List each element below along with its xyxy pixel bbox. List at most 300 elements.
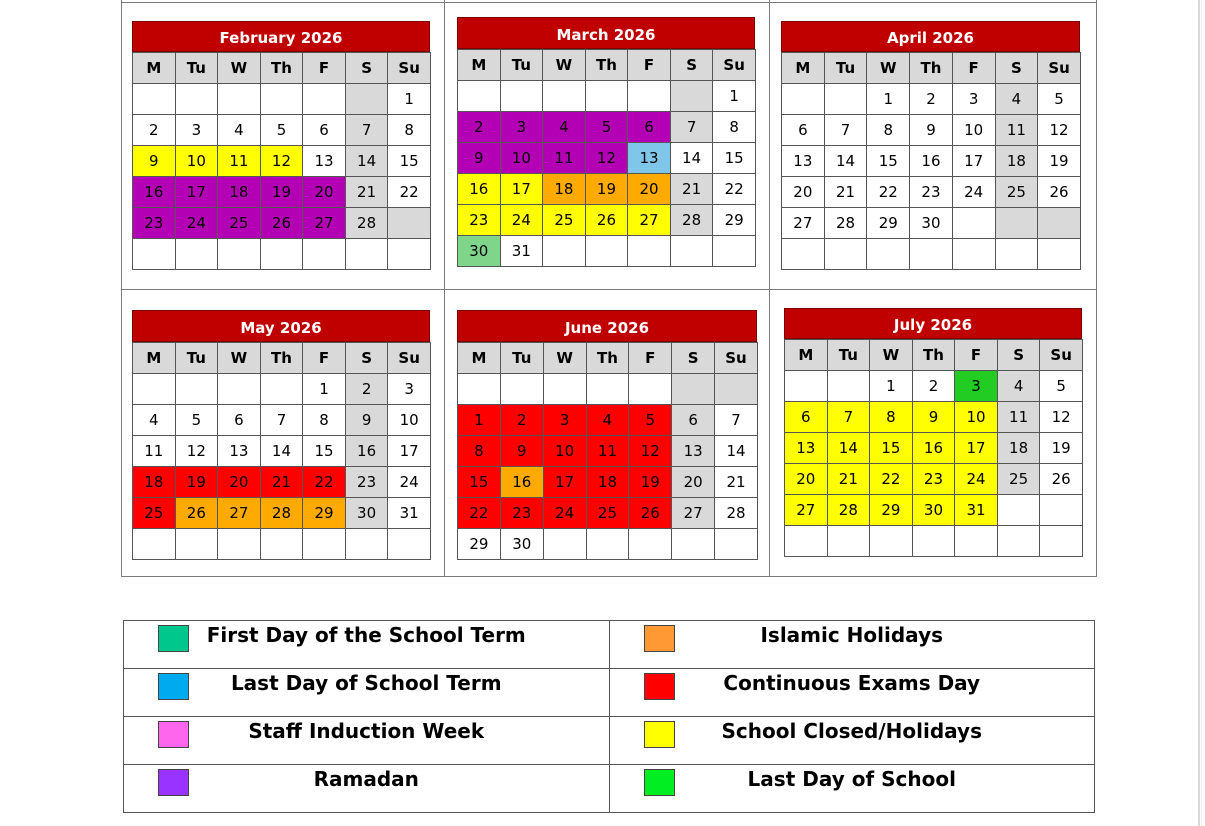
- day-cell: [628, 81, 671, 112]
- day-cell: [1040, 526, 1083, 557]
- day-cell: [995, 239, 1038, 270]
- day-cell: [715, 374, 758, 405]
- day-cell: [388, 208, 431, 239]
- day-cell: [543, 236, 586, 267]
- day-cell: 2: [345, 374, 388, 405]
- day-cell: 21: [670, 174, 713, 205]
- day-cell: 13: [218, 436, 261, 467]
- day-cell: 27: [218, 498, 261, 529]
- day-cell: 2: [133, 115, 176, 146]
- day-cell: [628, 236, 671, 267]
- week-row: [133, 374, 431, 405]
- day-cell: [629, 529, 672, 560]
- legend-swatch: [158, 769, 189, 796]
- page-edge: [1198, 0, 1200, 826]
- day-cell: 14: [827, 433, 870, 464]
- month-grid: [132, 342, 431, 560]
- day-cell: 21: [260, 467, 303, 498]
- day-cell: 31: [955, 495, 998, 526]
- day-cell: 1: [458, 405, 501, 436]
- day-cell: 12: [629, 436, 672, 467]
- weekday-header-row: [458, 50, 756, 81]
- day-cell: 13: [303, 146, 346, 177]
- day-cell: 4: [543, 112, 586, 143]
- day-cell: 23: [912, 464, 955, 495]
- day-cell: 21: [827, 464, 870, 495]
- day-cell: [543, 374, 586, 405]
- day-cell: 29: [303, 498, 346, 529]
- day-cell: 26: [629, 498, 672, 529]
- week-row: [785, 526, 1083, 557]
- day-cell: 12: [1040, 402, 1083, 433]
- day-cell: 16: [345, 436, 388, 467]
- week-row: [133, 436, 431, 467]
- day-cell: 31: [388, 498, 431, 529]
- weekday-header: Th: [260, 53, 303, 84]
- day-cell: 30: [458, 236, 501, 267]
- weekday-header: Su: [388, 343, 431, 374]
- day-cell: [997, 495, 1040, 526]
- legend-swatch: [158, 673, 189, 700]
- month-grid: [457, 342, 758, 560]
- weekday-header: Su: [1040, 340, 1083, 371]
- week-row: [133, 146, 431, 177]
- day-cell: 19: [175, 467, 218, 498]
- day-cell: 4: [218, 115, 261, 146]
- week-row: [133, 177, 431, 208]
- grid-divider: [121, 2, 1096, 3]
- day-cell: [388, 529, 431, 560]
- day-cell: 15: [713, 143, 756, 174]
- day-cell: 25: [543, 205, 586, 236]
- weekday-header: M: [133, 53, 176, 84]
- day-cell: [175, 239, 218, 270]
- day-cell: 27: [785, 495, 828, 526]
- day-cell: [303, 529, 346, 560]
- day-cell: 23: [500, 498, 543, 529]
- legend-item: [124, 717, 610, 765]
- weekday-header: W: [543, 50, 586, 81]
- day-cell: 22: [870, 464, 913, 495]
- week-row: [133, 529, 431, 560]
- week-row: [782, 208, 1081, 239]
- day-cell: [670, 81, 713, 112]
- day-cell: 11: [218, 146, 261, 177]
- month-grid: [784, 339, 1083, 557]
- day-cell: 24: [388, 467, 431, 498]
- day-cell: [388, 239, 431, 270]
- day-cell: 2: [910, 84, 953, 115]
- day-cell: 17: [175, 177, 218, 208]
- day-cell: 22: [458, 498, 501, 529]
- day-cell: 7: [827, 402, 870, 433]
- day-cell: [345, 239, 388, 270]
- day-cell: 8: [867, 115, 910, 146]
- day-cell: 5: [629, 405, 672, 436]
- month-title: April 2026: [781, 21, 1080, 52]
- legend-label: First Day of the School Term: [206, 623, 526, 647]
- day-cell: 15: [458, 467, 501, 498]
- day-cell: [715, 529, 758, 560]
- day-cell: 24: [955, 464, 998, 495]
- day-cell: [458, 81, 501, 112]
- day-cell: 19: [585, 174, 628, 205]
- day-cell: [218, 374, 261, 405]
- day-cell: [175, 84, 218, 115]
- weekday-header: F: [952, 53, 995, 84]
- day-cell: 14: [715, 436, 758, 467]
- day-cell: 24: [175, 208, 218, 239]
- day-cell: 27: [628, 205, 671, 236]
- day-cell: [1038, 239, 1081, 270]
- month-grid: [457, 49, 756, 267]
- weekday-header: Tu: [175, 343, 218, 374]
- week-row: [458, 436, 758, 467]
- week-row: [133, 405, 431, 436]
- day-cell: 3: [175, 115, 218, 146]
- day-cell: [827, 371, 870, 402]
- week-row: [133, 239, 431, 270]
- day-cell: 7: [715, 405, 758, 436]
- day-cell: [672, 374, 715, 405]
- day-cell: [218, 84, 261, 115]
- day-cell: 18: [586, 467, 629, 498]
- day-cell: 3: [952, 84, 995, 115]
- day-cell: 20: [628, 174, 671, 205]
- weekday-header: Su: [713, 50, 756, 81]
- day-cell: [672, 529, 715, 560]
- week-row: [133, 498, 431, 529]
- day-cell: 13: [785, 433, 828, 464]
- day-cell: [585, 236, 628, 267]
- day-cell: [260, 529, 303, 560]
- day-cell: 21: [345, 177, 388, 208]
- legend-row: [124, 717, 1095, 765]
- day-cell: 11: [997, 402, 1040, 433]
- day-cell: 1: [867, 84, 910, 115]
- legend-label: Continuous Exams Day: [723, 671, 981, 695]
- day-cell: 3: [543, 405, 586, 436]
- day-cell: 17: [952, 146, 995, 177]
- day-cell: 2: [912, 371, 955, 402]
- day-cell: 14: [670, 143, 713, 174]
- day-cell: 5: [260, 115, 303, 146]
- week-row: [458, 81, 756, 112]
- day-cell: 13: [782, 146, 825, 177]
- day-cell: 5: [1040, 371, 1083, 402]
- day-cell: [785, 526, 828, 557]
- day-cell: 22: [303, 467, 346, 498]
- day-cell: 2: [500, 405, 543, 436]
- day-cell: [1038, 208, 1081, 239]
- day-cell: [785, 371, 828, 402]
- weekday-header: W: [870, 340, 913, 371]
- legend-label: Islamic Holidays: [760, 623, 944, 647]
- legend-swatch: [158, 721, 189, 748]
- day-cell: 9: [458, 143, 501, 174]
- day-cell: 17: [955, 433, 998, 464]
- week-row: [458, 405, 758, 436]
- day-cell: 28: [824, 208, 867, 239]
- week-row: [782, 239, 1081, 270]
- weekday-header-row: [458, 343, 758, 374]
- day-cell: [175, 374, 218, 405]
- day-cell: [458, 374, 501, 405]
- legend-label: Ramadan: [313, 767, 419, 791]
- weekday-header: S: [995, 53, 1038, 84]
- day-cell: 13: [672, 436, 715, 467]
- week-row: [133, 467, 431, 498]
- day-cell: 7: [260, 405, 303, 436]
- day-cell: [260, 239, 303, 270]
- day-cell: 10: [952, 115, 995, 146]
- legend-item: [609, 621, 1095, 669]
- legend-row: [124, 669, 1095, 717]
- weekday-header: Th: [910, 53, 953, 84]
- day-cell: 12: [175, 436, 218, 467]
- day-cell: 12: [585, 143, 628, 174]
- day-cell: [827, 526, 870, 557]
- day-cell: 2: [458, 112, 501, 143]
- day-cell: [586, 374, 629, 405]
- day-cell: 31: [500, 236, 543, 267]
- day-cell: [543, 81, 586, 112]
- day-cell: [1040, 495, 1083, 526]
- day-cell: 23: [910, 177, 953, 208]
- weekday-header: Su: [1038, 53, 1081, 84]
- day-cell: 17: [500, 174, 543, 205]
- legend-item: [609, 717, 1095, 765]
- weekday-header: M: [782, 53, 825, 84]
- day-cell: 25: [995, 177, 1038, 208]
- day-cell: 30: [500, 529, 543, 560]
- day-cell: 28: [827, 495, 870, 526]
- day-cell: 14: [345, 146, 388, 177]
- day-cell: 26: [1040, 464, 1083, 495]
- day-cell: [824, 239, 867, 270]
- week-row: [782, 146, 1081, 177]
- weekday-header-row: [785, 340, 1083, 371]
- day-cell: 1: [303, 374, 346, 405]
- day-cell: 6: [218, 405, 261, 436]
- legend-swatch: [644, 625, 675, 652]
- day-cell: 30: [912, 495, 955, 526]
- day-cell: 6: [672, 405, 715, 436]
- month-grid: [781, 52, 1081, 270]
- month-title: June 2026: [457, 310, 757, 342]
- day-cell: [303, 239, 346, 270]
- day-cell: 29: [870, 495, 913, 526]
- day-cell: 25: [218, 208, 261, 239]
- day-cell: 28: [670, 205, 713, 236]
- day-cell: 7: [670, 112, 713, 143]
- day-cell: 25: [133, 498, 176, 529]
- day-cell: 19: [1040, 433, 1083, 464]
- day-cell: 11: [133, 436, 176, 467]
- day-cell: 11: [586, 436, 629, 467]
- day-cell: 14: [260, 436, 303, 467]
- day-cell: 18: [133, 467, 176, 498]
- legend-item: [124, 669, 610, 717]
- legend-label: Staff Induction Week: [248, 719, 485, 743]
- day-cell: [782, 239, 825, 270]
- day-cell: [824, 84, 867, 115]
- day-cell: [543, 529, 586, 560]
- day-cell: 9: [500, 436, 543, 467]
- day-cell: [133, 84, 176, 115]
- weekday-header: F: [628, 50, 671, 81]
- weekday-header: Su: [388, 53, 431, 84]
- day-cell: 1: [870, 371, 913, 402]
- week-row: [785, 402, 1083, 433]
- day-cell: 28: [260, 498, 303, 529]
- month-title: July 2026: [784, 308, 1082, 339]
- day-cell: 3: [388, 374, 431, 405]
- week-row: [133, 115, 431, 146]
- day-cell: [586, 529, 629, 560]
- day-cell: 22: [388, 177, 431, 208]
- week-row: [458, 498, 758, 529]
- week-row: [782, 115, 1081, 146]
- day-cell: 27: [782, 208, 825, 239]
- day-cell: 8: [458, 436, 501, 467]
- day-cell: 23: [133, 208, 176, 239]
- weekday-header: Tu: [175, 53, 218, 84]
- legend-item: [609, 765, 1095, 813]
- day-cell: 8: [388, 115, 431, 146]
- day-cell: 7: [345, 115, 388, 146]
- legend-item: [609, 669, 1095, 717]
- day-cell: [585, 81, 628, 112]
- day-cell: [955, 526, 998, 557]
- day-cell: [910, 239, 953, 270]
- day-cell: [952, 208, 995, 239]
- day-cell: 27: [303, 208, 346, 239]
- day-cell: [952, 239, 995, 270]
- day-cell: [713, 236, 756, 267]
- day-cell: 25: [586, 498, 629, 529]
- day-cell: 20: [218, 467, 261, 498]
- day-cell: 5: [585, 112, 628, 143]
- day-cell: 8: [870, 402, 913, 433]
- day-cell: 10: [175, 146, 218, 177]
- day-cell: [303, 84, 346, 115]
- day-cell: [133, 529, 176, 560]
- day-cell: 30: [910, 208, 953, 239]
- day-cell: 16: [910, 146, 953, 177]
- weekday-header: Th: [260, 343, 303, 374]
- day-cell: 24: [500, 205, 543, 236]
- day-cell: 22: [867, 177, 910, 208]
- day-cell: 11: [995, 115, 1038, 146]
- day-cell: 21: [715, 467, 758, 498]
- day-cell: [782, 84, 825, 115]
- day-cell: 28: [715, 498, 758, 529]
- day-cell: 30: [345, 498, 388, 529]
- day-cell: 20: [672, 467, 715, 498]
- day-cell: 18: [543, 174, 586, 205]
- day-cell: [133, 239, 176, 270]
- day-cell: 23: [458, 205, 501, 236]
- weekday-header: Th: [912, 340, 955, 371]
- day-cell: 16: [133, 177, 176, 208]
- day-cell: 15: [388, 146, 431, 177]
- legend-item: [124, 621, 610, 669]
- weekday-header: S: [670, 50, 713, 81]
- weekday-header: W: [543, 343, 586, 374]
- day-cell: [670, 236, 713, 267]
- day-cell: 19: [260, 177, 303, 208]
- legend-label: School Closed/Holidays: [721, 719, 982, 743]
- day-cell: [218, 239, 261, 270]
- day-cell: 20: [782, 177, 825, 208]
- day-cell: 12: [1038, 115, 1081, 146]
- weekday-header: S: [672, 343, 715, 374]
- day-cell: 28: [345, 208, 388, 239]
- day-cell: 11: [543, 143, 586, 174]
- day-cell: 17: [543, 467, 586, 498]
- day-cell: 17: [388, 436, 431, 467]
- week-row: [458, 374, 758, 405]
- weekday-header: W: [867, 53, 910, 84]
- weekday-header: S: [345, 343, 388, 374]
- month-title: May 2026: [132, 310, 430, 342]
- day-cell: 26: [175, 498, 218, 529]
- page-edge-shadow: [1201, 0, 1202, 826]
- weekday-header: W: [218, 53, 261, 84]
- day-cell: 19: [1038, 146, 1081, 177]
- weekday-header-row: [133, 343, 431, 374]
- week-row: [458, 143, 756, 174]
- month-grid: [132, 52, 431, 270]
- day-cell: 1: [713, 81, 756, 112]
- day-cell: 5: [1038, 84, 1081, 115]
- day-cell: 4: [995, 84, 1038, 115]
- legend-table: [123, 620, 1095, 813]
- day-cell: 3: [955, 371, 998, 402]
- day-cell: 19: [629, 467, 672, 498]
- day-cell: [260, 84, 303, 115]
- day-cell: 21: [824, 177, 867, 208]
- weekday-header-row: [133, 53, 431, 84]
- month-title: February 2026: [132, 21, 430, 52]
- week-row: [785, 433, 1083, 464]
- day-cell: 9: [910, 115, 953, 146]
- day-cell: [345, 84, 388, 115]
- legend-swatch: [644, 673, 675, 700]
- legend-item: [124, 765, 610, 813]
- day-cell: [133, 374, 176, 405]
- day-cell: 29: [867, 208, 910, 239]
- day-cell: 20: [303, 177, 346, 208]
- day-cell: [500, 81, 543, 112]
- day-cell: 4: [133, 405, 176, 436]
- week-row: [458, 205, 756, 236]
- weekday-header: Tu: [824, 53, 867, 84]
- day-cell: 20: [785, 464, 828, 495]
- day-cell: 5: [175, 405, 218, 436]
- grid-divider: [121, 289, 1096, 290]
- weekday-header: S: [997, 340, 1040, 371]
- day-cell: [629, 374, 672, 405]
- day-cell: 18: [995, 146, 1038, 177]
- day-cell: 9: [912, 402, 955, 433]
- day-cell: 6: [782, 115, 825, 146]
- day-cell: [995, 208, 1038, 239]
- day-cell: 10: [955, 402, 998, 433]
- day-cell: 9: [345, 405, 388, 436]
- day-cell: 8: [713, 112, 756, 143]
